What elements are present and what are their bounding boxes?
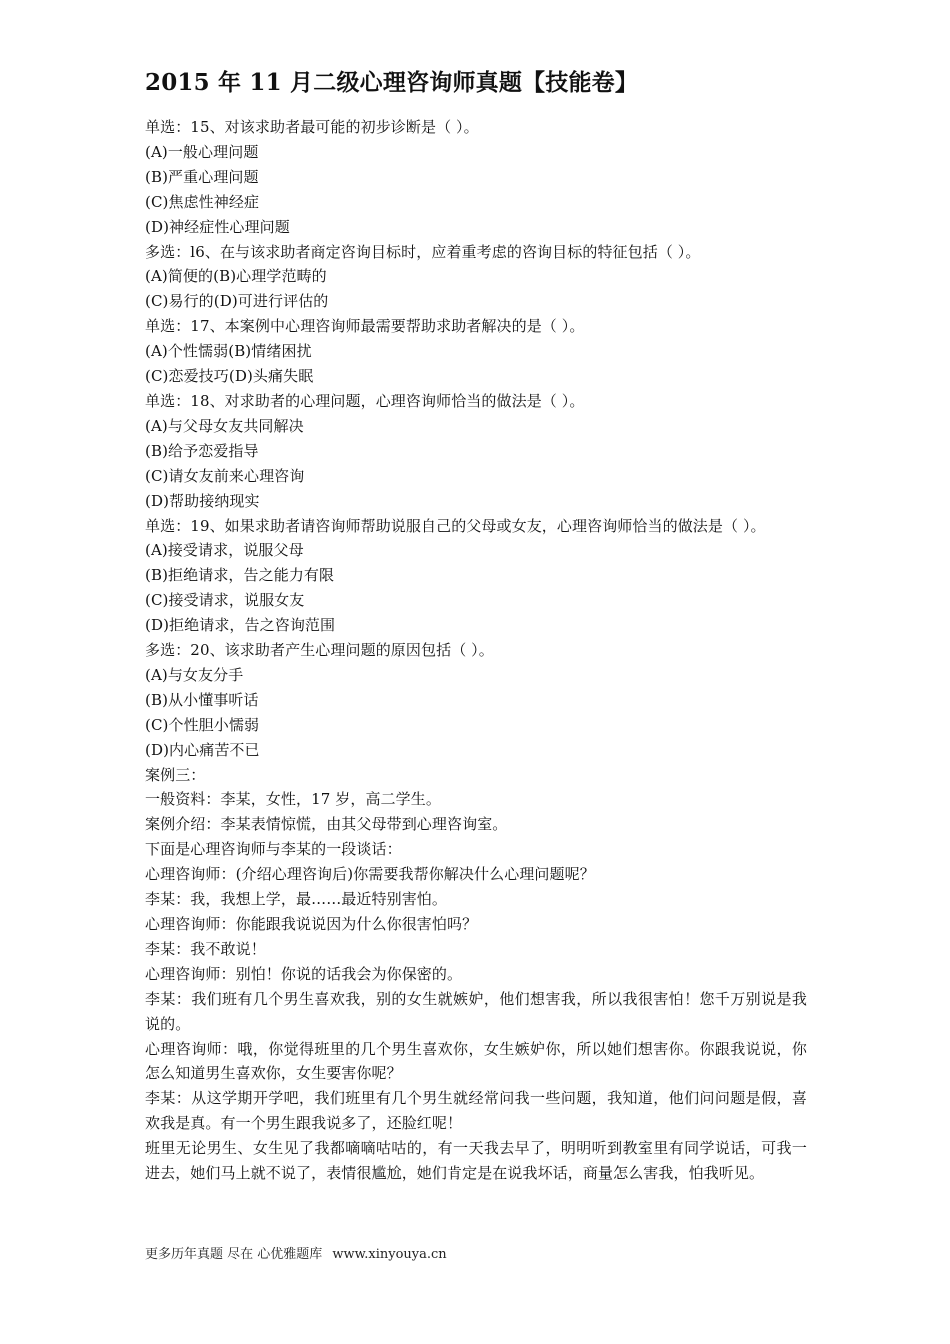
dialogue-line: 心理咨询师：别怕！你说的话我会为你保密的。: [145, 964, 463, 983]
option-line: (A)个性懦弱(B)情绪困扰: [145, 342, 312, 361]
dialogue-paragraph: 李某：从这学期开学吧，我们班里有几个男生就经常问我一些问题，我知道，他们问问题是假，喜欢我是真。有一个男生跟我说多了，还脸红呢！: [145, 1089, 807, 1133]
question-18: 单选：18、对求助者的心理问题，心理咨询师恰当的做法是（ ）。: [145, 391, 585, 410]
option-line: (A)一般心理问题: [145, 142, 259, 161]
case-introduction: 案例介绍：李某表情惊慌，由其父母带到心理咨询室。: [145, 815, 508, 834]
dialogue-paragraph: 李某：我们班有几个男生喜欢我，别的女生就嫉妒，他们想害我，所以我很害怕！您千万别说是我说的。: [145, 989, 807, 1033]
dialogue-line: 李某：我，我想上学，最……最近特别害怕。: [145, 890, 448, 909]
dialogue-line: 李某：我不敢说！: [145, 939, 266, 958]
option-line: (D)内心痛苦不已: [145, 740, 260, 759]
option-line: (D)拒绝请求，告之咨询范围: [145, 616, 336, 635]
option-line: (D)帮助接纳现实: [145, 491, 260, 510]
case-heading: 案例三：: [145, 765, 206, 784]
page-footer: [145, 1246, 447, 1264]
question-19: 单选：19、如果求助者请咨询师帮助说服自己的父母或女友，心理咨询师恰当的做法是（ ）。: [145, 516, 766, 535]
option-line: (A)接受请求，说服父母: [145, 541, 304, 560]
option-line: (A)与女友分手: [145, 665, 244, 684]
question-17: 单选：17、本案例中心理咨询师最需要帮助求助者解决的是（ ）。: [145, 317, 585, 336]
option-line: (C)易行的(D)可进行评估的: [145, 292, 329, 311]
dialogue-line: 心理咨询师：(介绍心理咨询后)你需要我帮你解决什么心理问题呢？: [145, 865, 595, 884]
dialogue-intro: 下面是心理咨询师与李某的一段谈话：: [145, 840, 402, 859]
option-line: (A)与父母女友共同解决: [145, 416, 304, 435]
footer-promo: 更多历年真题 尽在 心优雅题库: [145, 1247, 323, 1262]
footer-url[interactable]: www.xinyouya.cn: [332, 1247, 447, 1262]
option-line: (B)拒绝请求，告之能力有限: [145, 566, 335, 585]
question-20: 多选：20、该求助者产生心理问题的原因包括（ ）。: [145, 641, 494, 660]
option-line: (B)从小懂事听话: [145, 690, 259, 709]
question-15: 单选：15、对该求助者最可能的初步诊断是（ ）。: [145, 118, 479, 136]
dialogue-paragraph: 班里无论男生、女生见了我都嘀嘀咕咕的，有一天我去早了，明明听到教室里有同学说话，可我一进去，她们马上就不说了，表情很尴尬，她们肯定是在说我坏话，商量怎么害我，怕我听见。: [145, 1139, 807, 1183]
dialogue-paragraph: 心理咨询师：哦，你觉得班里的几个男生喜欢你，女生嫉妒你，所以她们想害你。你跟我说说，你怎么知道男生喜欢你，女生要害你呢？: [145, 1039, 807, 1083]
option-line: (B)给予恋爱指导: [145, 441, 259, 460]
option-line: (C)个性胆小懦弱: [145, 715, 260, 734]
case-general-info: 一般资料：李某，女性，17 岁，高二学生。: [145, 790, 441, 809]
option-line: (C)接受请求，说服女友: [145, 591, 305, 610]
option-line: (D)神经症性心理问题: [145, 217, 290, 236]
dialogue-line: 心理咨询师：你能跟我说说因为什么你很害怕吗？: [145, 915, 478, 933]
question-16: 多选：l6、在与该求助者商定咨询目标时，应着重考虑的咨询目标的特征包括（ ）。: [145, 242, 701, 261]
option-line: (C)焦虑性神经症: [145, 192, 260, 211]
option-line: (A)简便的(B)心理学范畴的: [145, 267, 327, 286]
document-body: [145, 115, 807, 1186]
option-line: (C)恋爱技巧(D)头痛失眠: [145, 367, 314, 386]
page-title: 2015 年 11 月二级心理咨询师真题【技能卷】: [145, 69, 639, 96]
option-line: (C)请女友前来心理咨询: [145, 466, 305, 485]
option-line: (B)严重心理问题: [145, 167, 259, 186]
